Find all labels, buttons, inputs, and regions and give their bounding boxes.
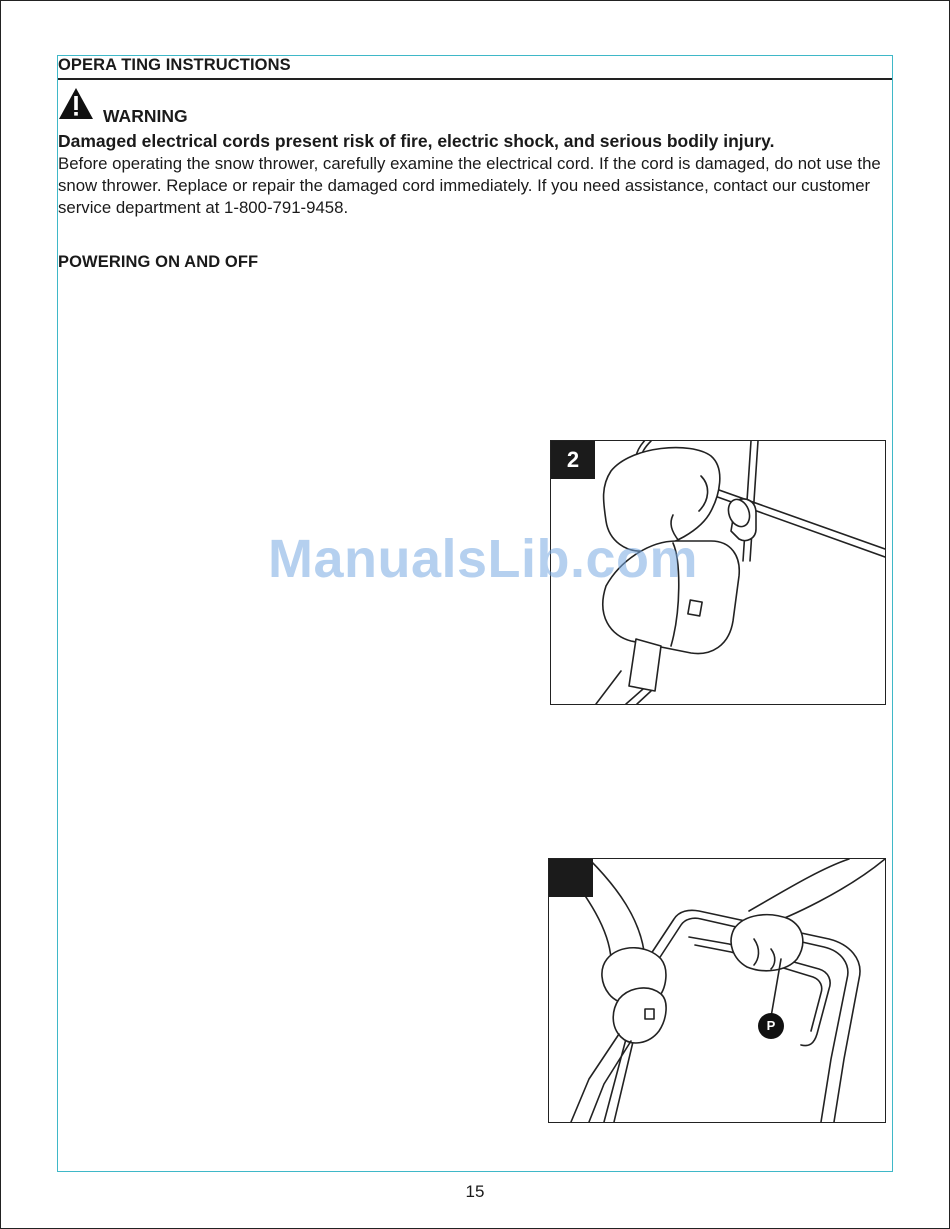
figure-number-badge: 2 <box>551 441 595 479</box>
section-title-powering: POWERING ON AND OFF <box>58 253 259 271</box>
watermark: ManualsLib.com <box>268 529 699 589</box>
figure-3-illustration <box>549 859 885 1122</box>
warning-label: WARNING <box>103 106 188 126</box>
title-divider <box>58 78 892 80</box>
page-title: OPERA TING INSTRUCTIONS <box>58 56 291 74</box>
figure-3 <box>548 858 886 1123</box>
warning-headline: Damaged electrical cords present risk of fire, electric shock, and serious bodily injury. <box>58 131 775 151</box>
callout-p-label: P <box>766 1018 776 1033</box>
warning-body: Before operating the snow thrower, carefully examine the electrical cord. If the cord is damaged, do not use the snow thrower. Replace or repair the damaged cord immediately. If you need assistance, contact our customer service department at 1-800-791-9458. <box>58 154 881 217</box>
figure-number-badge <box>549 859 593 897</box>
page-number: 15 <box>465 1182 485 1201</box>
warning-icon <box>58 87 94 120</box>
